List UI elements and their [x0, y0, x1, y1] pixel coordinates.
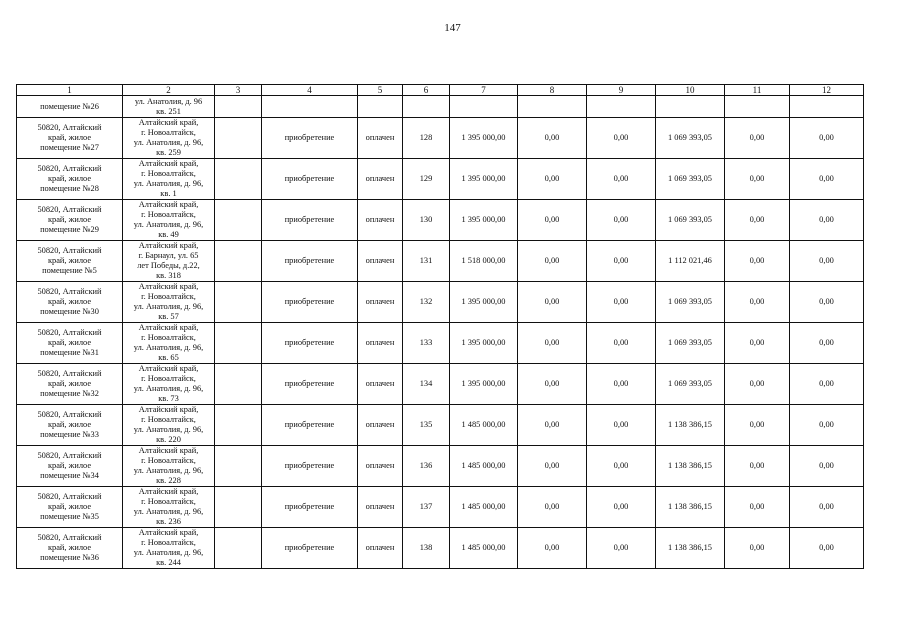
number-cell: 135 — [403, 405, 450, 446]
table-header — [17, 85, 864, 96]
column-header: 6 — [403, 85, 450, 96]
object-line: помещение №29 — [40, 225, 99, 234]
address-line: Алтайский край, — [138, 282, 199, 291]
column-header: 1 — [17, 85, 123, 96]
object-cell — [17, 446, 123, 487]
object-cell — [17, 528, 123, 569]
object-line: помещение №36 — [40, 553, 99, 562]
amount-cell: 0,00 — [790, 118, 864, 159]
object-cell — [17, 323, 123, 364]
object-line: край, жилое — [47, 461, 92, 470]
table-row — [17, 159, 864, 200]
number-cell: 138 — [403, 528, 450, 569]
action-cell: приобретение — [262, 487, 358, 528]
address-cell — [123, 487, 215, 528]
amount-cell: 0,00 — [790, 241, 864, 282]
object-line: край, жилое — [47, 338, 92, 347]
address-cell — [123, 323, 215, 364]
table-row — [17, 241, 864, 282]
table-cell — [656, 96, 725, 118]
address-line: г. Новоалтайск, — [141, 333, 196, 342]
object-line: 50820, Алтайский — [37, 164, 102, 173]
table-cell — [262, 96, 358, 118]
address-line: кв. 220 — [156, 435, 181, 444]
object-line: помещение №30 — [40, 307, 99, 316]
cell-3 — [215, 528, 262, 569]
address-line: Алтайский край, — [138, 487, 199, 496]
status-cell: оплачен — [358, 364, 403, 405]
cell-3 — [215, 364, 262, 405]
table-cell — [790, 96, 864, 118]
status-cell: оплачен — [358, 241, 403, 282]
column-header: 9 — [587, 85, 656, 96]
object-line: помещение №26 — [40, 101, 99, 111]
amount-cell: 0,00 — [725, 282, 790, 323]
address-line: кв. 1 — [160, 189, 177, 198]
address-line: г. Новоалтайск, — [141, 292, 196, 301]
column-header: 2 — [123, 85, 215, 96]
address-cell — [123, 118, 215, 159]
object-line: край, жилое — [47, 379, 92, 388]
address-line: ул. Анатолия, д. 96, — [133, 302, 204, 311]
address-line: кв. 57 — [158, 312, 179, 321]
object-line: 50820, Алтайский — [37, 123, 102, 132]
address-line: ул. Анатолия, д. 96, — [133, 507, 204, 516]
amount-cell: 1 069 393,05 — [656, 200, 725, 241]
address-line: кв. 73 — [158, 394, 179, 403]
amount-cell: 0,00 — [587, 200, 656, 241]
object-line: край, жилое — [47, 502, 92, 511]
action-cell: приобретение — [262, 200, 358, 241]
amount-cell: 1 518 000,00 — [450, 241, 518, 282]
amount-cell: 1 138 386,15 — [656, 446, 725, 487]
number-cell: 130 — [403, 200, 450, 241]
address-line: Алтайский край, — [138, 159, 199, 168]
cell-3 — [215, 446, 262, 487]
object-cell — [17, 487, 123, 528]
amount-cell: 0,00 — [725, 159, 790, 200]
object-line: край, жилое — [47, 543, 92, 552]
object-line: край, жилое — [47, 256, 92, 265]
object-line: 50820, Алтайский — [37, 328, 102, 337]
cell-3 — [215, 159, 262, 200]
number-cell: 132 — [403, 282, 450, 323]
amount-cell: 0,00 — [587, 405, 656, 446]
address-line: Алтайский край, — [138, 405, 199, 414]
number-cell: 128 — [403, 118, 450, 159]
status-cell: оплачен — [358, 323, 403, 364]
address-line: кв. 49 — [158, 230, 179, 239]
address-line: кв. 228 — [156, 476, 181, 485]
amount-cell: 1 069 393,05 — [656, 282, 725, 323]
table-cell — [215, 96, 262, 118]
table-body — [17, 96, 864, 569]
amount-cell: 0,00 — [790, 159, 864, 200]
status-cell: оплачен — [358, 446, 403, 487]
amount-cell: 0,00 — [518, 487, 587, 528]
object-cell — [17, 159, 123, 200]
object-cell — [17, 200, 123, 241]
amount-cell: 1 138 386,15 — [656, 487, 725, 528]
address-cell — [123, 446, 215, 487]
amount-cell: 0,00 — [518, 528, 587, 569]
registry-table — [16, 84, 864, 569]
object-line: край, жилое — [47, 174, 92, 183]
address-line: ул. Анатолия, д. 96, — [133, 343, 204, 352]
amount-cell: 0,00 — [587, 118, 656, 159]
address-line: Алтайский край, — [138, 118, 199, 127]
amount-cell: 0,00 — [518, 241, 587, 282]
amount-cell: 1 069 393,05 — [656, 118, 725, 159]
column-header: 10 — [656, 85, 725, 96]
header-row — [17, 85, 864, 96]
table-row — [17, 200, 864, 241]
address-line: ул. Анатолия, д. 96 — [134, 96, 203, 106]
amount-cell: 0,00 — [790, 282, 864, 323]
action-cell: приобретение — [262, 446, 358, 487]
number-cell: 136 — [403, 446, 450, 487]
amount-cell: 0,00 — [790, 446, 864, 487]
address-line: кв. 251 — [156, 106, 181, 116]
address-line: лет Победы, д.22, — [137, 261, 200, 270]
address-line: Алтайский край, — [138, 241, 199, 250]
amount-cell: 0,00 — [790, 487, 864, 528]
amount-cell: 0,00 — [790, 528, 864, 569]
status-cell: оплачен — [358, 200, 403, 241]
table-row — [17, 487, 864, 528]
address-line: г. Новоалтайск, — [141, 210, 196, 219]
amount-cell: 0,00 — [725, 405, 790, 446]
address-line: кв. 236 — [156, 517, 181, 526]
object-cell — [17, 241, 123, 282]
object-cell — [17, 282, 123, 323]
table-cell — [358, 96, 403, 118]
object-line: 50820, Алтайский — [37, 205, 102, 214]
amount-cell: 1 069 393,05 — [656, 159, 725, 200]
object-cell — [17, 364, 123, 405]
amount-cell: 0,00 — [587, 528, 656, 569]
cell-3 — [215, 487, 262, 528]
amount-cell: 0,00 — [518, 118, 587, 159]
amount-cell: 0,00 — [587, 364, 656, 405]
object-line: помещение №5 — [42, 266, 97, 275]
column-header: 5 — [358, 85, 403, 96]
address-line: кв. 65 — [158, 353, 179, 362]
amount-cell: 1 485 000,00 — [450, 405, 518, 446]
cell-3 — [215, 241, 262, 282]
status-cell: оплачен — [358, 405, 403, 446]
status-cell: оплачен — [358, 528, 403, 569]
address-cell — [123, 405, 215, 446]
page-number: 147 — [444, 22, 461, 34]
status-cell: оплачен — [358, 159, 403, 200]
amount-cell: 0,00 — [725, 241, 790, 282]
address-line: Алтайский край, — [138, 364, 199, 373]
action-cell: приобретение — [262, 364, 358, 405]
address-cell — [123, 528, 215, 569]
amount-cell: 0,00 — [587, 487, 656, 528]
table-row — [17, 282, 864, 323]
amount-cell: 0,00 — [725, 200, 790, 241]
action-cell: приобретение — [262, 118, 358, 159]
address-line: ул. Анатолия, д. 96, — [133, 220, 204, 229]
object-line: край, жилое — [47, 297, 92, 306]
address-line: ул. Анатолия, д. 96, — [133, 425, 204, 434]
column-header: 4 — [262, 85, 358, 96]
amount-cell: 0,00 — [587, 446, 656, 487]
object-cell — [17, 96, 123, 118]
number-cell: 131 — [403, 241, 450, 282]
object-line: 50820, Алтайский — [37, 492, 102, 501]
status-cell: оплачен — [358, 282, 403, 323]
cell-3 — [215, 200, 262, 241]
address-cell — [123, 159, 215, 200]
number-cell: 133 — [403, 323, 450, 364]
table-row — [17, 528, 864, 569]
address-line: ул. Анатолия, д. 96, — [133, 466, 204, 475]
object-line: помещение №28 — [40, 184, 99, 193]
amount-cell: 1 138 386,15 — [656, 405, 725, 446]
amount-cell: 0,00 — [518, 282, 587, 323]
amount-cell: 1 395 000,00 — [450, 118, 518, 159]
amount-cell: 0,00 — [725, 487, 790, 528]
object-line: край, жилое — [47, 133, 92, 142]
amount-cell: 0,00 — [518, 159, 587, 200]
table-cell — [403, 96, 450, 118]
amount-cell: 0,00 — [518, 323, 587, 364]
amount-cell: 1 395 000,00 — [450, 282, 518, 323]
address-line: ул. Анатолия, д. 96, — [133, 138, 204, 147]
address-line: г. Новоалтайск, — [141, 456, 196, 465]
status-cell: оплачен — [358, 118, 403, 159]
column-header: 7 — [450, 85, 518, 96]
amount-cell: 0,00 — [518, 446, 587, 487]
column-header: 3 — [215, 85, 262, 96]
table-cell — [450, 96, 518, 118]
amount-cell: 1 485 000,00 — [450, 446, 518, 487]
object-line: 50820, Алтайский — [37, 410, 102, 419]
amount-cell: 0,00 — [518, 364, 587, 405]
amount-cell: 0,00 — [725, 118, 790, 159]
address-line: Алтайский край, — [138, 200, 199, 209]
amount-cell: 0,00 — [790, 323, 864, 364]
amount-cell: 1 485 000,00 — [450, 487, 518, 528]
amount-cell: 0,00 — [518, 200, 587, 241]
object-line: помещение №32 — [40, 389, 99, 398]
object-line: 50820, Алтайский — [37, 451, 102, 460]
number-cell: 137 — [403, 487, 450, 528]
amount-cell: 1 112 021,46 — [656, 241, 725, 282]
address-line: кв. 318 — [156, 271, 181, 280]
address-line: Алтайский край, — [138, 528, 199, 537]
number-cell: 134 — [403, 364, 450, 405]
cell-3 — [215, 405, 262, 446]
amount-cell: 1 138 386,15 — [656, 528, 725, 569]
address-line: кв. 259 — [156, 148, 181, 157]
column-header: 11 — [725, 85, 790, 96]
address-line: ул. Анатолия, д. 96, — [133, 179, 204, 188]
object-line: 50820, Алтайский — [37, 369, 102, 378]
amount-cell: 1 069 393,05 — [656, 323, 725, 364]
amount-cell: 0,00 — [587, 159, 656, 200]
address-cell — [123, 241, 215, 282]
object-line: край, жилое — [47, 215, 92, 224]
address-cell — [123, 200, 215, 241]
object-line: помещение №31 — [40, 348, 99, 357]
address-cell — [123, 364, 215, 405]
action-cell: приобретение — [262, 405, 358, 446]
amount-cell: 1 395 000,00 — [450, 323, 518, 364]
amount-cell: 1 395 000,00 — [450, 200, 518, 241]
action-cell: приобретение — [262, 323, 358, 364]
address-line: кв. 244 — [156, 558, 181, 567]
amount-cell: 0,00 — [725, 446, 790, 487]
amount-cell: 0,00 — [587, 282, 656, 323]
amount-cell: 0,00 — [790, 200, 864, 241]
address-line: г. Новоалтайск, — [141, 374, 196, 383]
address-line: г. Новоалтайск, — [141, 538, 196, 547]
address-line: ул. Анатолия, д. 96, — [133, 384, 204, 393]
address-line: Алтайский край, — [138, 323, 199, 332]
action-cell: приобретение — [262, 241, 358, 282]
table-cell — [725, 96, 790, 118]
column-header: 8 — [518, 85, 587, 96]
object-cell — [17, 405, 123, 446]
address-line: г. Новоалтайск, — [141, 128, 196, 137]
action-cell: приобретение — [262, 159, 358, 200]
object-line: помещение №33 — [40, 430, 99, 439]
table-cell — [518, 96, 587, 118]
amount-cell: 0,00 — [587, 323, 656, 364]
address-line: г. Новоалтайск, — [141, 169, 196, 178]
cell-3 — [215, 282, 262, 323]
object-cell — [17, 118, 123, 159]
amount-cell: 0,00 — [790, 364, 864, 405]
amount-cell: 0,00 — [518, 405, 587, 446]
column-header: 12 — [790, 85, 864, 96]
address-line: ул. Анатолия, д. 96, — [133, 548, 204, 557]
address-line: г. Новоалтайск, — [141, 415, 196, 424]
address-line: Алтайский край, — [138, 446, 199, 455]
table-row — [17, 96, 864, 118]
amount-cell: 0,00 — [790, 405, 864, 446]
amount-cell: 1 395 000,00 — [450, 159, 518, 200]
action-cell: приобретение — [262, 282, 358, 323]
table-row — [17, 446, 864, 487]
address-cell — [123, 96, 215, 118]
address-line: г. Новоалтайск, — [141, 497, 196, 506]
address-line: г. Барнаул, ул. 65 — [138, 251, 199, 260]
address-cell — [123, 282, 215, 323]
amount-cell: 0,00 — [725, 323, 790, 364]
amount-cell: 1 069 393,05 — [656, 364, 725, 405]
object-line: 50820, Алтайский — [37, 533, 102, 542]
status-cell: оплачен — [358, 487, 403, 528]
action-cell: приобретение — [262, 528, 358, 569]
object-line: помещение №34 — [40, 471, 99, 480]
number-cell: 129 — [403, 159, 450, 200]
amount-cell: 1 485 000,00 — [450, 528, 518, 569]
table-row — [17, 405, 864, 446]
object-line: помещение №35 — [40, 512, 99, 521]
object-line: 50820, Алтайский — [37, 246, 102, 255]
object-line: край, жилое — [47, 420, 92, 429]
object-line: помещение №27 — [40, 143, 99, 152]
table-cell — [587, 96, 656, 118]
amount-cell: 0,00 — [587, 241, 656, 282]
amount-cell: 0,00 — [725, 364, 790, 405]
object-line: 50820, Алтайский — [37, 287, 102, 296]
table-row — [17, 364, 864, 405]
cell-3 — [215, 323, 262, 364]
table-row — [17, 118, 864, 159]
amount-cell: 0,00 — [725, 528, 790, 569]
cell-3 — [215, 118, 262, 159]
table-row — [17, 323, 864, 364]
amount-cell: 1 395 000,00 — [450, 364, 518, 405]
